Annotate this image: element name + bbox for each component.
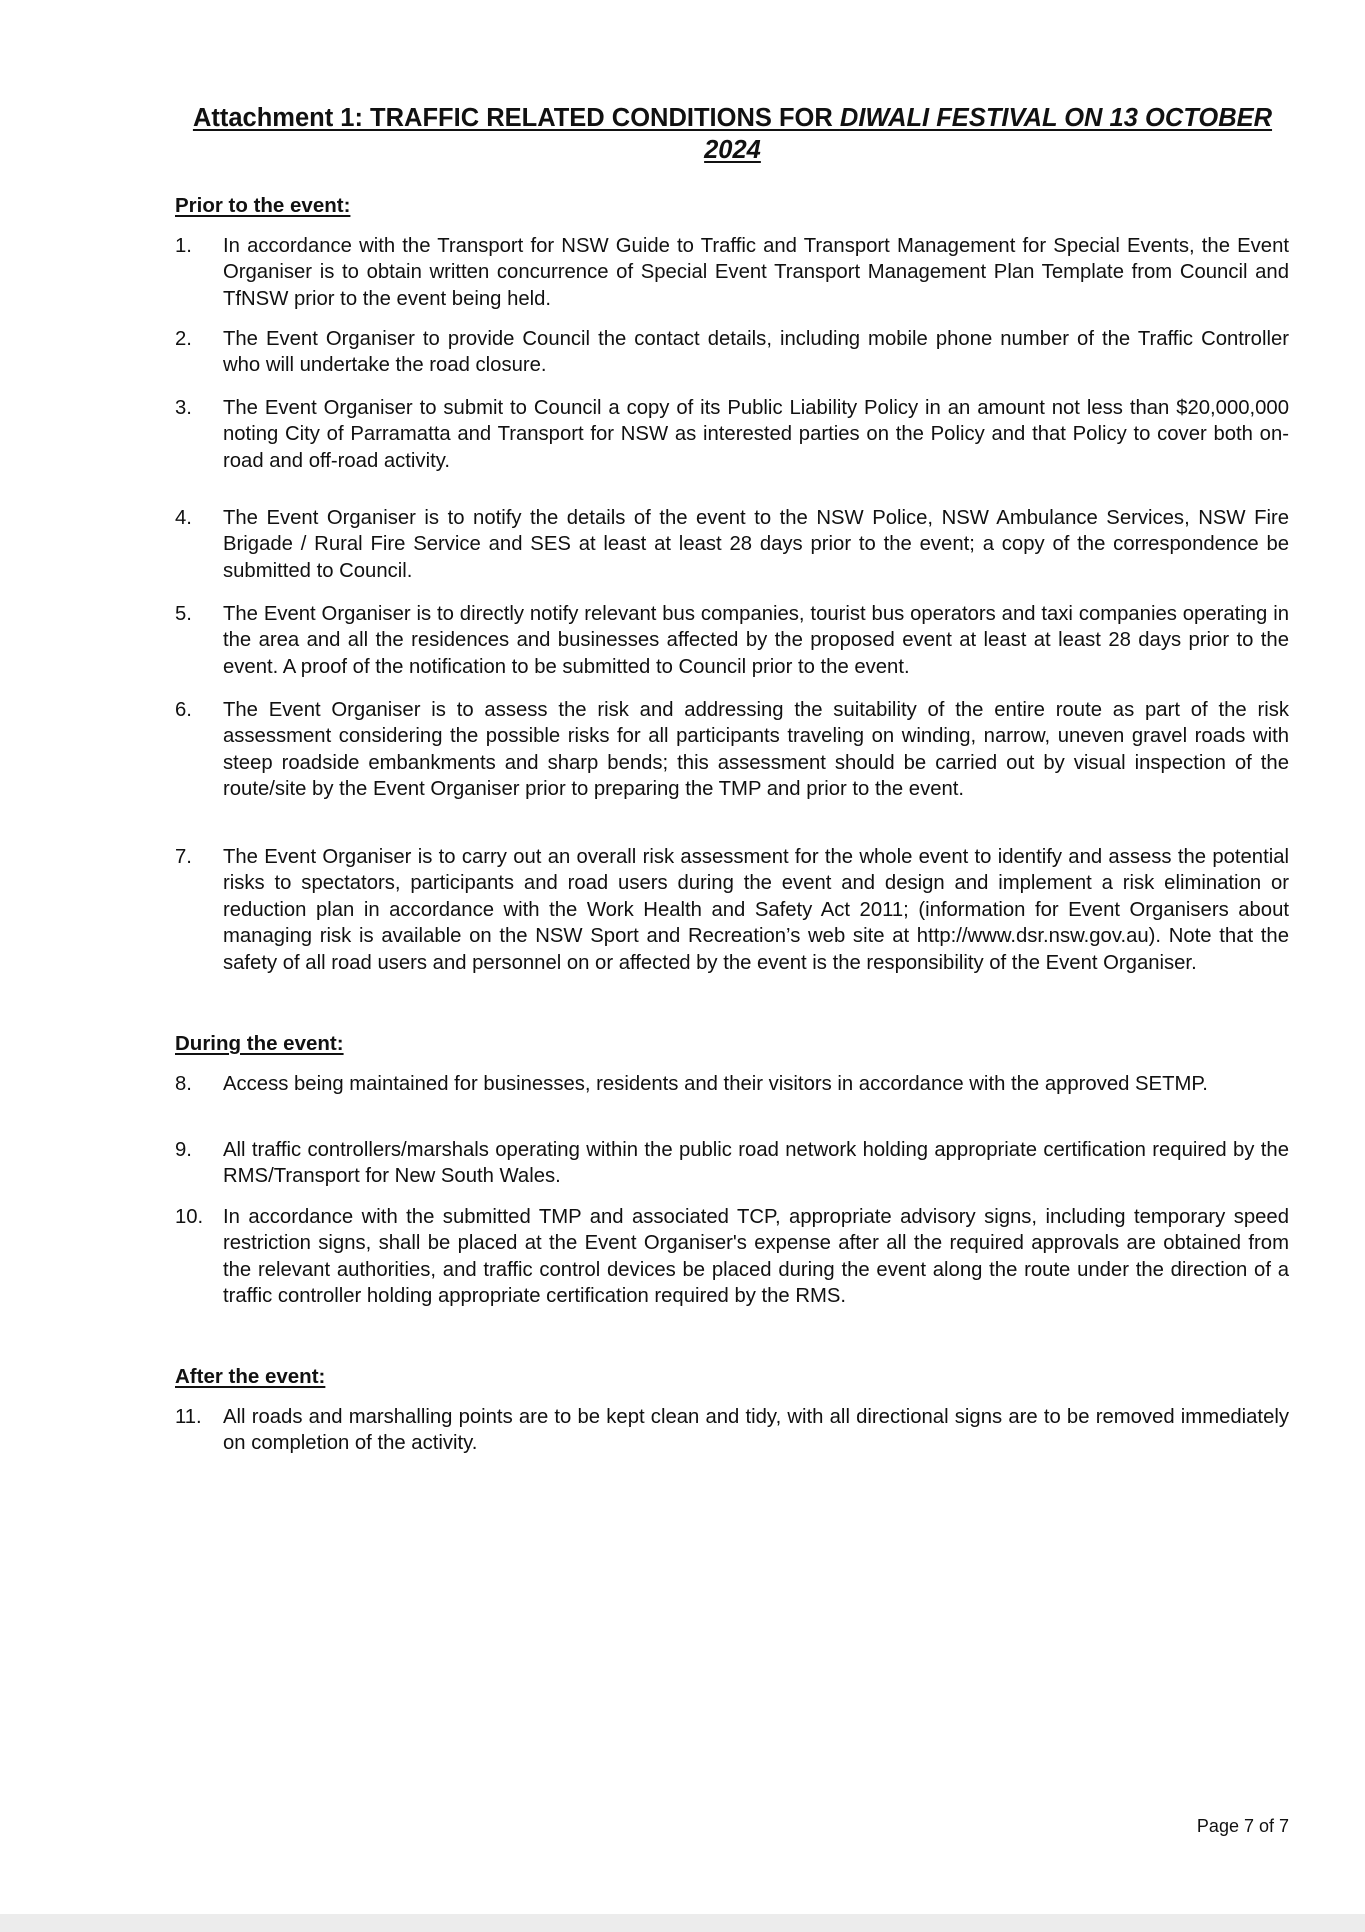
item-text: The Event Organiser is to notify the details of the event to the NSW Police, NSW Ambulance Services, NSW Fire Brigade / Rural Fire Service and SES at least at least 28 days prior to the event; a copy of the correspondence be submitted to Council. (223, 507, 1289, 582)
condition-item (175, 844, 1289, 976)
page-number: Page 7 of 7 (1196, 1816, 1289, 1836)
item-text: Access being maintained for businesses, residents and their visitors in accordance with the approved SETMP. (223, 1073, 1208, 1095)
item-text: The Event Organiser is to assess the risk and addressing the suitability of the entire route as part of the risk assessment considering the possible risks for all participants traveling on winding, narrow, uneven gravel roads with steep roadside embankments and sharp bends; this assessment should be carried out by visual inspection of the route/site by the Event Organiser prior to preparing the TMP and prior to the event. (223, 699, 1289, 801)
item-number: 7. (175, 846, 192, 868)
item-text: The Event Organiser to provide Council the contact details, including mobile phone number of the Traffic Controller who will undertake the road closure. (223, 328, 1289, 377)
item-number: 3. (175, 397, 192, 419)
item-number: 10. (175, 1206, 204, 1228)
condition-item (175, 395, 1289, 474)
item-number: 2. (175, 328, 192, 350)
item-text: All roads and marshalling points are to be kept clean and tidy, with all directional signs are to be removed immediately on completion of the activity. (223, 1406, 1289, 1455)
item-text: All traffic controllers/marshals operating within the public road network holding appropriate certification required by the RMS/Transport for New South Wales. (223, 1139, 1289, 1188)
item-number: 1. (175, 235, 192, 257)
item-text: The Event Organiser is to directly notify relevant bus companies, tourist bus operators and taxi companies operating in the area and all the residences and businesses affected by the proposed event at least at least 28 days prior to the event. A proof of the notification to be submitted to Council prior to the event. (223, 603, 1289, 678)
title-prefix: Attachment 1: TRAFFIC RELATED CONDITIONS FOR (192, 104, 840, 132)
condition-item (175, 1404, 1289, 1457)
condition-item (175, 1137, 1289, 1190)
condition-item (175, 326, 1289, 379)
condition-item (175, 233, 1289, 312)
item-text: In accordance with the submitted TMP and associated TCP, appropriate advisory signs, including temporary speed restriction signs, shall be placed at the Event Organiser's expense after all the required approvals are obtained from the relevant authorities, and traffic control devices be placed during the event along the route under the direction of a traffic controller holding appropriate certification required by the RMS. (223, 1206, 1289, 1308)
item-text: The Event Organiser is to carry out an overall risk assessment for the whole event to identify and assess the potential risks to spectators, participants and road users during the event and design and implement a risk elimination or reduction plan in accordance with the Work Health and Safety Act 2011; (information for Event Organisers about managing risk is available on the NSW Sport and Recreation’s web site at http://www.dsr.nsw.gov.au). Note that the safety of all road users and personnel on or affected by the event is the responsibility of the Event Organiser. (223, 846, 1289, 974)
item-number: 9. (175, 1139, 192, 1161)
document-title (176, 102, 1289, 166)
page-bottom-edge (0, 1914, 1365, 1932)
item-text: The Event Organiser to submit to Council a copy of its Public Liability Policy in an amount not less than $20,000,000 noting City of Parramatta and Transport for NSW as interested parties on the Policy and that Policy to cover both on-road and off-road activity. (223, 397, 1289, 472)
title-event-name: DIWALI FESTIVAL ON 13 OCTOBER 2024 (704, 104, 1273, 164)
condition-item (175, 1204, 1289, 1310)
item-number: 8. (175, 1073, 192, 1095)
item-number: 11. (175, 1406, 202, 1428)
condition-item (175, 505, 1289, 584)
item-number: 4. (175, 507, 192, 529)
section-heading-after: After the event: (175, 1365, 326, 1388)
condition-item (175, 697, 1289, 803)
section-heading-prior: Prior to the event: (175, 194, 351, 217)
section-heading-during: During the event: (175, 1032, 344, 1055)
condition-item (175, 1071, 1289, 1097)
condition-item (175, 601, 1289, 680)
item-number: 6. (175, 699, 192, 721)
item-number: 5. (175, 603, 192, 625)
item-text: In accordance with the Transport for NSW Guide to Traffic and Transport Management for Special Events, the Event Organiser is to obtain written concurrence of Special Event Transport Management Plan Template from Council and TfNSW prior to the event being held. (223, 235, 1289, 310)
